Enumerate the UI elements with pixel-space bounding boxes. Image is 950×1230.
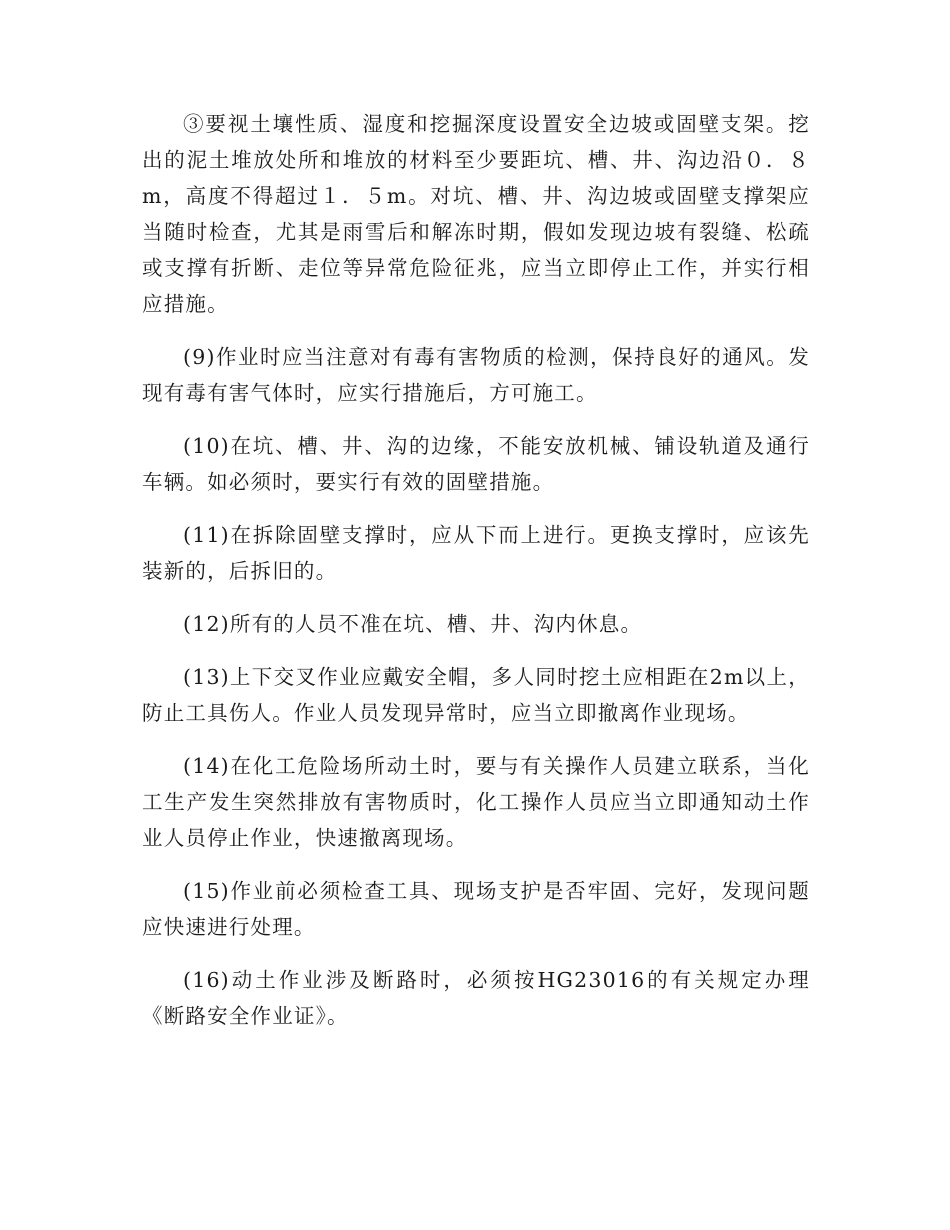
paragraph-15-tool-check: (15)作业前必须检查工具、现场支护是否牢固、完好，发现问题应快速进行处理。 <box>142 879 810 939</box>
paragraph-13-helmet: (13)上下交叉作业应戴安全帽，多人同时挖土应相距在2m以上，防止工具伤人。作业人员发现异常时，应当立即撤离作业现场。 <box>142 665 810 725</box>
document-body <box>142 106 810 1051</box>
paragraph-10-edge-machinery: (10)在坑、槽、井、沟的边缘，不能安放机械、铺设轨道及通行车辆。如必须时，要实行有效的固壁措施。 <box>142 434 810 494</box>
paragraph-9-toxic-detection: (9)作业时应当注意对有毒有害物质的检测，保持良好的通风。发现有毒有害气体时，应实行措施后，方可施工。 <box>142 345 810 405</box>
paragraph-14-chemical-hazard: (14)在化工危险场所动土时，要与有关操作人员建立联系，当化工生产发生突然排放有害物质时，化工操作人员应当立即通知动土作业人员停止作业，快速撤离现场。 <box>142 754 810 850</box>
paragraph-11-support-removal: (11)在拆除固壁支撑时，应从下而上进行。更换支撑时，应该先装新的，后拆旧的。 <box>142 523 810 583</box>
paragraph-soil-slope: ③要视土壤性质、湿度和挖掘深度设置安全边坡或固壁支架。挖出的泥土堆放处所和堆放的材料至少要距坑、槽、井、沟边沿０．８m，高度不得超过１．５m。对坑、槽、井、沟边坡或固壁支撑架应当随时检查，尤其是雨雪后和解冻时期，假如发现边坡有裂缝、松疏或支撑有折断、走位等异常危险征兆，应当立即停止工作，并实行相应措施。 <box>142 112 810 316</box>
paragraph-16-road-closure: (16)动土作业涉及断路时，必须按HG23016的有关规定办理《断路安全作业证》。 <box>142 968 810 1028</box>
paragraph-12-no-rest: (12)所有的人员不准在坑、槽、井、沟内休息。 <box>183 612 643 636</box>
